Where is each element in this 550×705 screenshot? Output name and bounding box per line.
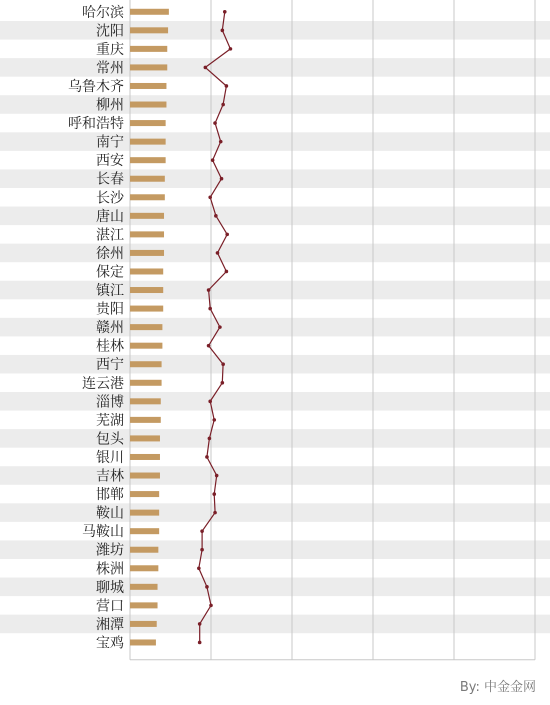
- row-stripes: [0, 21, 550, 633]
- category-label: 桂林: [96, 338, 124, 355]
- category-label: 西安: [96, 153, 124, 170]
- row-stripe: [0, 392, 550, 411]
- line-point: [205, 455, 209, 459]
- bar: [130, 547, 158, 553]
- line-point: [208, 437, 212, 441]
- category-label: 徐州: [96, 245, 124, 262]
- category-label: 西宁: [96, 357, 124, 374]
- line-point: [207, 344, 211, 348]
- bar: [130, 324, 162, 330]
- line-point: [216, 251, 220, 255]
- bar: [130, 528, 159, 534]
- bar: [130, 83, 166, 89]
- line-point: [221, 103, 225, 107]
- line-point: [198, 641, 202, 645]
- category-label: 柳州: [96, 97, 124, 114]
- category-label: 赣州: [96, 320, 124, 337]
- line-point: [212, 492, 216, 496]
- category-label: 重庆: [96, 41, 124, 58]
- category-label: 贵阳: [96, 301, 124, 318]
- bar: [130, 157, 166, 163]
- category-label: 株洲: [96, 561, 124, 578]
- category-label: 宝鸡: [96, 635, 124, 652]
- category-label: 吉林: [96, 468, 124, 485]
- line-point: [207, 288, 211, 292]
- line-point: [214, 214, 218, 218]
- bar: [130, 194, 165, 200]
- category-label: 常州: [96, 60, 124, 77]
- line-point: [208, 400, 212, 404]
- category-label: 沈阳: [96, 23, 124, 40]
- bar: [130, 361, 162, 367]
- bar: [130, 398, 161, 404]
- line-point: [209, 604, 213, 608]
- category-label: 保定: [96, 264, 124, 281]
- category-label: 芜湖: [96, 412, 124, 429]
- line-point: [225, 233, 229, 237]
- category-label: 马鞍山: [82, 524, 124, 541]
- bar: [130, 102, 166, 108]
- bar: [130, 417, 161, 423]
- line-point: [211, 158, 215, 162]
- line-point: [223, 10, 227, 14]
- category-label: 鞍山: [96, 505, 124, 522]
- row-stripe: [0, 95, 550, 114]
- row-stripe: [0, 58, 550, 77]
- bar: [130, 250, 164, 256]
- category-label: 唐山: [96, 208, 124, 225]
- bar: [130, 231, 164, 237]
- row-stripe: [0, 207, 550, 226]
- category-label: 南宁: [96, 134, 124, 151]
- line-point: [221, 29, 225, 33]
- line-point: [213, 511, 217, 515]
- line-point: [197, 566, 201, 570]
- line-point: [213, 121, 217, 125]
- bar: [130, 46, 167, 52]
- row-stripe: [0, 355, 550, 374]
- line-point: [212, 418, 216, 422]
- category-label: 呼和浩特: [68, 116, 124, 133]
- category-label: 包头: [96, 431, 124, 448]
- category-label: 银川: [96, 449, 124, 466]
- category-label: 湛江: [96, 227, 124, 244]
- category-label: 淄博: [96, 394, 124, 411]
- row-stripe: [0, 615, 550, 634]
- bar: [130, 139, 166, 145]
- line-point: [219, 140, 223, 144]
- bar: [130, 120, 166, 126]
- line-point: [200, 529, 204, 533]
- category-label: 潍坊: [96, 542, 124, 559]
- bar: [130, 64, 167, 70]
- bar: [130, 176, 165, 182]
- bar: [130, 473, 160, 479]
- row-stripe: [0, 244, 550, 263]
- bar: [130, 268, 163, 274]
- row-stripe: [0, 540, 550, 559]
- category-label: 邯郸: [96, 487, 124, 504]
- line-point: [225, 270, 229, 274]
- row-stripe: [0, 132, 550, 151]
- row-stripe: [0, 21, 550, 40]
- bar: [130, 27, 168, 33]
- row-stripe: [0, 466, 550, 485]
- bar: [130, 380, 162, 386]
- bar: [130, 343, 162, 349]
- bar: [130, 584, 158, 590]
- line-point: [225, 84, 229, 88]
- bar: [130, 213, 164, 219]
- row-stripe: [0, 578, 550, 597]
- line-point: [221, 381, 225, 385]
- line-point: [218, 325, 222, 329]
- line-point: [204, 66, 208, 70]
- category-label: 哈尔滨: [82, 4, 124, 21]
- category-label: 乌鲁木齐: [68, 78, 124, 95]
- line-point: [220, 177, 224, 181]
- line-point: [208, 195, 212, 199]
- category-label: 湘潭: [96, 616, 124, 633]
- category-label: 长春: [96, 171, 124, 188]
- line-point: [229, 47, 233, 51]
- row-stripe: [0, 281, 550, 300]
- bar: [130, 510, 159, 516]
- row-stripe: [0, 503, 550, 522]
- bar: [130, 491, 159, 497]
- bar: [130, 454, 160, 460]
- category-label: 镇江: [96, 283, 124, 300]
- line-point: [208, 307, 212, 311]
- bar: [130, 621, 157, 627]
- bar: [130, 9, 169, 15]
- category-label: 聊城: [96, 579, 124, 596]
- bar: [130, 287, 163, 293]
- line-point: [221, 362, 225, 366]
- source-credit: By: 中金金网: [459, 680, 536, 695]
- line-point: [215, 474, 219, 478]
- category-label: 连云港: [82, 375, 124, 392]
- bar: [130, 306, 163, 312]
- bar: [130, 602, 158, 608]
- line-point: [205, 585, 209, 589]
- category-label: 长沙: [96, 190, 124, 207]
- row-stripe: [0, 318, 550, 337]
- line-point: [200, 548, 204, 552]
- category-label: 营口: [96, 598, 124, 615]
- row-stripe: [0, 429, 550, 448]
- bar: [130, 565, 158, 571]
- bar: [130, 435, 160, 441]
- line-point: [198, 622, 202, 626]
- bar: [130, 639, 156, 645]
- row-stripe: [0, 169, 550, 188]
